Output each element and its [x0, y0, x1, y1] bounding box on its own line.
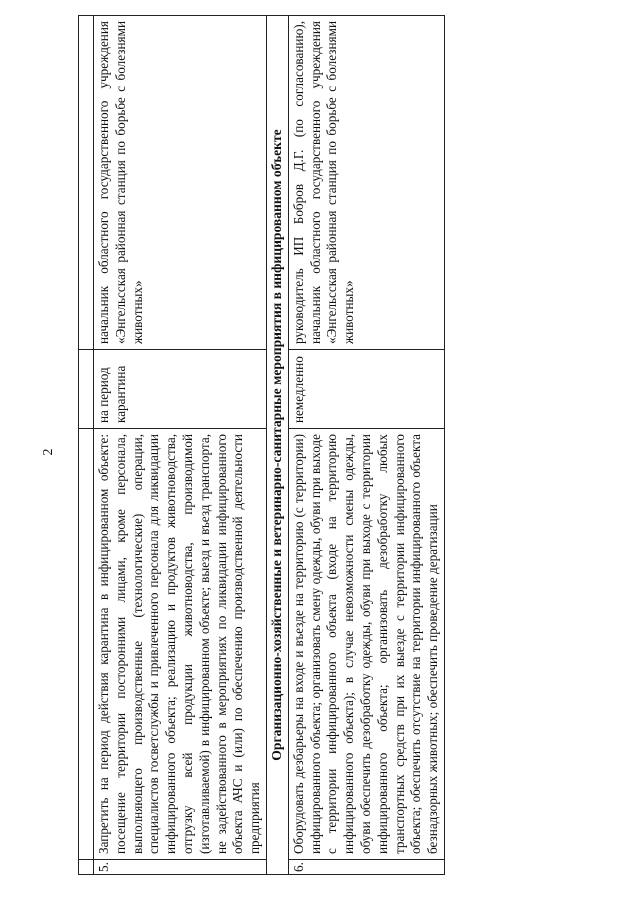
table-top-row	[79, 16, 94, 875]
term-cell: на период карантина	[94, 350, 267, 429]
measures-table-rotated	[78, 15, 558, 875]
table-row	[94, 16, 267, 875]
row-number: 5.	[94, 860, 267, 875]
term-cell: немедленно	[288, 350, 444, 429]
row-number: 6.	[288, 860, 444, 875]
action-cell: Запретить на период действия карантина в инфицированном объекте: посещение территории посторонними лицами, кроме персонала, выполняющего производственные (технологические) операции, специалистов госветслужбы и привлеченного персонала для ликвидации инфицированного объекта; реализацию и продуктов животноводства, отгрузку всей продукции животноводства, производимой (изготавливаемой) в инфицированном объекте; выезд и въезд транспорта, не задействованного в мероприятиях по ликвидации инфицированного объекта АЧС и (или) по обеспечению производственной деятельности предприятия	[94, 429, 267, 860]
section-title: Организационно-хозяйственные и ветеринарно-санитарные мероприятия в инфицированном объекте	[266, 16, 288, 875]
responsible-cell: руководитель ИП Бобров Д.Г. (по согласованию), начальник областного государственного учреждения «Энгельсская районная станция по борьбе с болезнями животных»	[288, 16, 444, 350]
measures-table	[78, 15, 445, 875]
page-number: 2	[41, 448, 56, 456]
action-cell: Оборудовать дезбарьеры на входе и въезде на территорию (с территории) инфицированного объекта; организовать смену одежды, обуви при выходе с территории инфицированного объекта (входе на территорию инфицированного объекта); в случае невозможности смены одежды, обуви обеспечить дезобработку одежды, обуви при выходе с территории инфицированного объекта; организовать дезобработку любых транспортных средств при их выезде с территории инфицированного объекта; обеспечить отсутствие на территории инфицированного объекта безнадзорных животных; обеспечить проведение дератизации	[288, 429, 444, 860]
responsible-cell: начальник областного государственного учреждения «Энгельсская районная станция по борьбе с болезнями животных»	[94, 16, 267, 350]
section-header-row	[266, 16, 288, 875]
table-row	[288, 16, 444, 875]
